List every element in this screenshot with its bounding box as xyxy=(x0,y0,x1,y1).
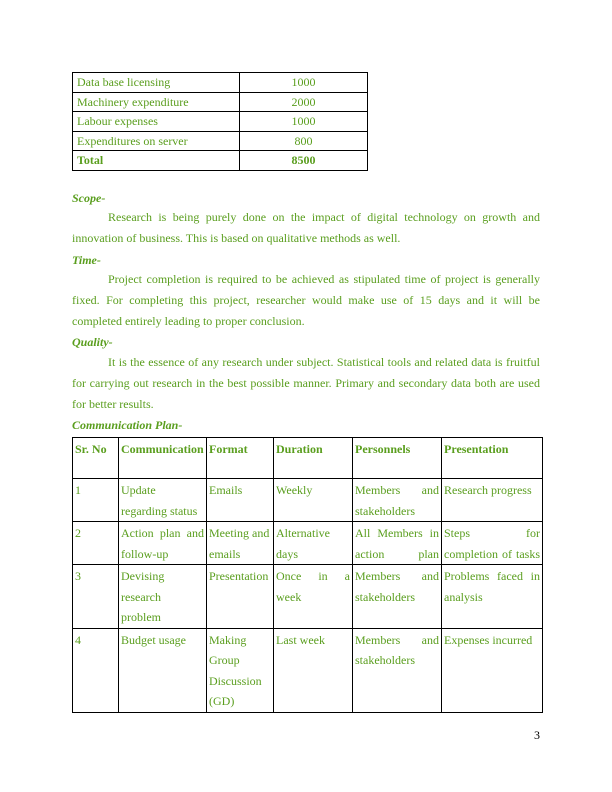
table-cell: Expenses incurred xyxy=(442,628,543,712)
table-row xyxy=(73,92,368,112)
table-cell: Alternative days xyxy=(274,522,353,565)
column-header: Duration xyxy=(274,438,353,479)
table-cell: Emails xyxy=(207,479,274,522)
table-cell: Presentation xyxy=(207,565,274,629)
column-header: Personnels xyxy=(353,438,442,479)
table-cell: Once in a week xyxy=(274,565,353,629)
table-cell: Members and stakeholders xyxy=(353,628,442,712)
budget-total-amount: 8500 xyxy=(240,151,368,171)
budget-item: Machinery expenditure xyxy=(73,92,240,112)
budget-table xyxy=(72,72,368,171)
table-cell: Devising research problem xyxy=(119,565,207,629)
column-header: Sr. No xyxy=(73,438,119,479)
table-cell: Steps for completion of tasks xyxy=(442,522,543,565)
table-row xyxy=(73,522,543,565)
communication-plan-heading: Communication Plan- xyxy=(72,418,183,432)
budget-item: Expenditures on server xyxy=(73,131,240,151)
table-cell: 4 xyxy=(73,628,119,712)
table-cell: 3 xyxy=(73,565,119,629)
page-number: 3 xyxy=(534,728,540,742)
table-cell: Members and stakeholders xyxy=(353,479,442,522)
table-cell: Weekly xyxy=(274,479,353,522)
scope-paragraph: Research is being purely done on the impact of digital technology on growth and innovation of business. This is based on qualitative methods as well. xyxy=(72,210,540,245)
table-cell: Budget usage xyxy=(119,628,207,712)
table-header-row xyxy=(73,438,543,479)
table-row xyxy=(73,112,368,132)
time-heading: Time- xyxy=(72,253,101,267)
table-cell: Last week xyxy=(274,628,353,712)
budget-total-label: Total xyxy=(73,151,240,171)
scope-heading: Scope- xyxy=(72,191,106,205)
budget-amount: 800 xyxy=(240,131,368,151)
table-row-total xyxy=(73,151,368,171)
time-paragraph: Project completion is required to be achieved as stipulated time of project is generally fixed. For completing this project, researcher would make use of 15 days and it will be completed entirely leading to proper conclusion. xyxy=(72,272,540,328)
quality-paragraph: It is the essence of any research under subject. Statistical tools and related data is fruitful for carrying out research in the best possible manner. Primary and secondary data both are used for better results. xyxy=(72,355,540,411)
table-cell: Update regarding status xyxy=(119,479,207,522)
column-header: Communication xyxy=(119,438,207,479)
table-row xyxy=(73,73,368,93)
quality-heading: Quality- xyxy=(72,335,113,349)
column-header: Format xyxy=(207,438,274,479)
column-header: Presentation xyxy=(442,438,543,479)
budget-item: Data base licensing xyxy=(73,73,240,93)
budget-item: Labour expenses xyxy=(73,112,240,132)
table-cell: Problems faced in analysis xyxy=(442,565,543,629)
table-cell: Research progress xyxy=(442,479,543,522)
table-cell: 1 xyxy=(73,479,119,522)
table-cell: 2 xyxy=(73,522,119,565)
budget-amount: 2000 xyxy=(240,92,368,112)
table-row xyxy=(73,628,543,712)
budget-amount: 1000 xyxy=(240,73,368,93)
table-row xyxy=(73,131,368,151)
budget-amount: 1000 xyxy=(240,112,368,132)
communication-plan-table xyxy=(72,437,543,713)
table-cell: Making Group Discussion (GD) xyxy=(207,628,274,712)
table-cell: Members and stakeholders xyxy=(353,565,442,629)
table-cell: Meeting and emails xyxy=(207,522,274,565)
table-row xyxy=(73,565,543,629)
table-cell: Action plan and follow-up xyxy=(119,522,207,565)
table-cell: All Members in action plan xyxy=(353,522,442,565)
table-row xyxy=(73,479,543,522)
